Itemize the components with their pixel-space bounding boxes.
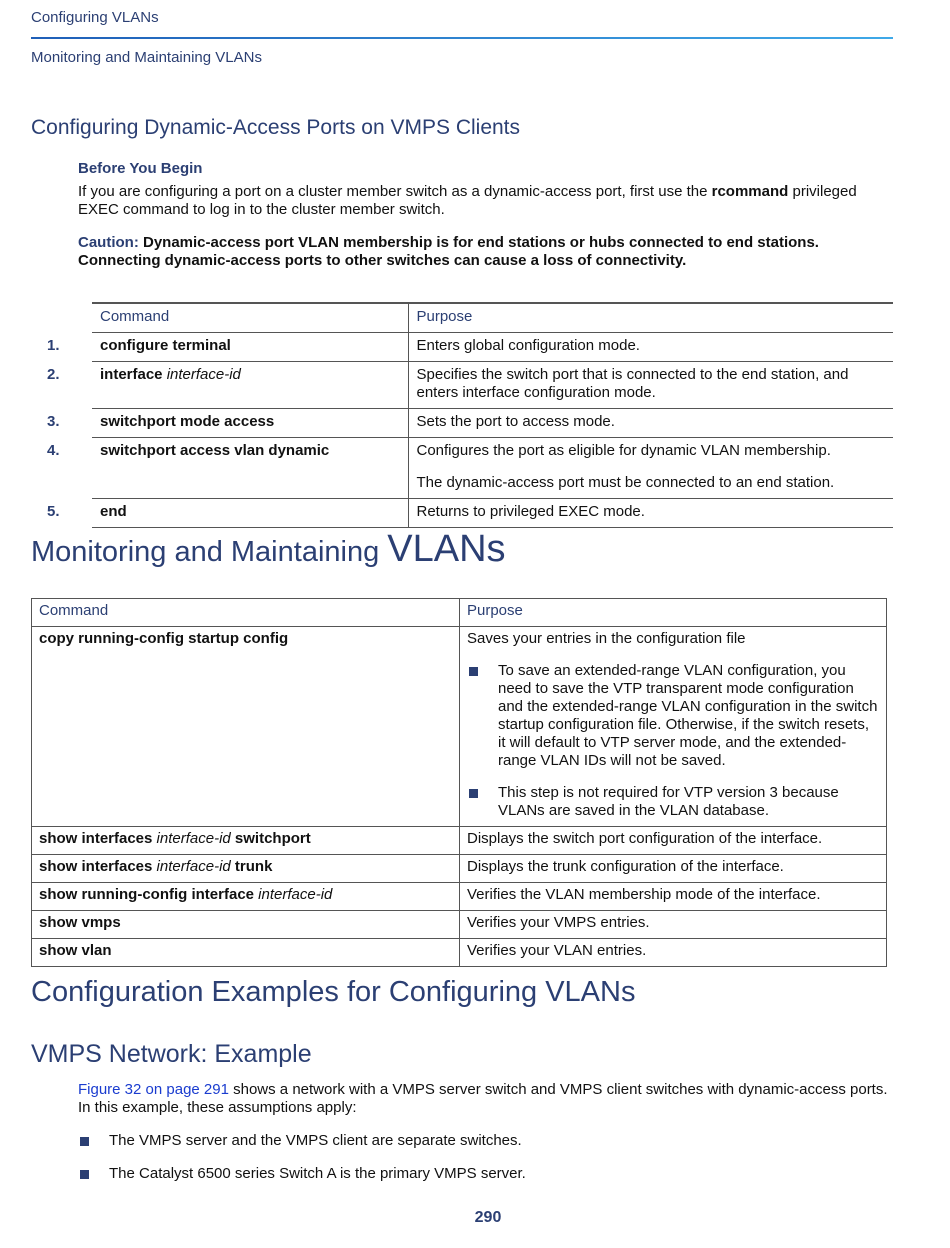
step-purpose: Returns to privileged EXEC mode. <box>408 499 893 528</box>
step-command: interface interface-id <box>92 362 408 409</box>
monitoring-commands-table <box>31 598 887 967</box>
table-row <box>32 827 887 855</box>
command-cell: show vmps <box>32 911 460 939</box>
section-title-monitoring: Monitoring and Maintaining VLANs <box>31 528 506 570</box>
command-cell: show vlan <box>32 939 460 967</box>
purpose-cell: Saves your entries in the configuration file To save an extended-range VLAN configuration, you need to save the VTP transparent mode configuration and the extended-range VLAN configuration in the switch startup configuration file. Otherwise, if the switch resets, it will default to VTP server mode, and the extended-range VLAN IDs will not be saved. This step is not required for VTP version 3 because VLANs are saved in the VLAN database. <box>460 627 887 827</box>
purpose-cell: Verifies your VMPS entries. <box>460 911 887 939</box>
table-row <box>47 409 893 438</box>
before-you-begin-text: If you are configuring a port on a cluster member switch as a dynamic-access port, first use the rcommand privileged EXEC command to log in to the cluster member switch. <box>78 183 857 218</box>
header-rule <box>31 37 893 39</box>
column-header-command: Command <box>32 599 460 627</box>
column-header-purpose: Purpose <box>408 303 893 333</box>
step-purpose-note: The dynamic-access port must be connected to an end station. <box>416 474 835 491</box>
section-header: Monitoring and Maintaining VLANs <box>31 49 262 66</box>
step-number: 2. <box>47 365 60 383</box>
caution-note: Caution: Dynamic-access port VLAN membership is for end stations or hubs connected to end stations. Connecting dynamic-access ports to other switches can cause a loss of connectivity. <box>78 234 819 269</box>
step-command: switchport mode access <box>92 409 408 438</box>
step-number: 3. <box>47 412 60 430</box>
section-title-dynamic-ports: Configuring Dynamic-Access Ports on VMPS Clients <box>31 116 521 139</box>
purpose-cell: Verifies your VLAN entries. <box>460 939 887 967</box>
step-command: configure terminal <box>92 333 408 362</box>
caution-label: Caution: <box>78 234 139 251</box>
section-title-examples: Configuration Examples for Configuring VLANs <box>31 976 636 1008</box>
table-row <box>32 855 887 883</box>
command-cell: copy running-config startup config <box>32 627 460 827</box>
purpose-cell: Verifies the VLAN membership mode of the interface. <box>460 883 887 911</box>
page-number: 290 <box>474 1209 502 1226</box>
step-purpose: Sets the port to access mode. <box>408 409 893 438</box>
square-bullet-icon <box>80 1170 89 1179</box>
square-bullet-icon <box>80 1137 89 1146</box>
figure-link[interactable]: Figure 32 on page 291 <box>78 1081 229 1098</box>
step-purpose: Specifies the switch port that is connected to the end station, and enters interface configuration mode. <box>408 362 893 409</box>
before-you-begin-heading: Before You Begin <box>78 160 203 177</box>
table-row <box>47 499 893 528</box>
example-intro: Figure 32 on page 291 shows a network with a VMPS server switch and VMPS client switches with dynamic-access ports. In this example, these assumptions apply: <box>78 1081 888 1116</box>
dynamic-ports-steps-table <box>47 302 893 528</box>
table-row <box>32 911 887 939</box>
step-command: switchport access vlan dynamic <box>92 438 408 499</box>
list-item: To save an extended-range VLAN configuration, you need to save the VTP transparent mode configuration and the extended-range VLAN configuration in the switch startup configuration file. Otherwise, if the switch resets, it will default to VTP server mode, and the extended-range VLAN IDs will not be saved. <box>467 662 879 770</box>
table-row <box>32 883 887 911</box>
command-cell: show running-config interface interface-id <box>32 883 460 911</box>
list-item: The VMPS server and the VMPS client are separate switches. <box>78 1132 893 1150</box>
step-number: 4. <box>47 441 60 459</box>
square-bullet-icon <box>469 667 478 676</box>
command-cell: show interfaces interface-id trunk <box>32 855 460 883</box>
purpose-cell: Displays the trunk configuration of the interface. <box>460 855 887 883</box>
subsection-title-vmps-example: VMPS Network: Example <box>31 1040 312 1068</box>
table-row <box>47 333 893 362</box>
step-number: 1. <box>47 336 60 354</box>
chapter-title: Configuring VLANs <box>31 9 159 26</box>
table-row <box>32 627 887 827</box>
step-purpose: Configures the port as eligible for dynamic VLAN membership. The dynamic-access port must be connected to an end station. <box>408 438 893 499</box>
list-item: This step is not required for VTP version 3 because VLANs are saved in the VLAN database. <box>467 784 879 820</box>
table-row <box>47 362 893 409</box>
column-header-purpose: Purpose <box>460 599 887 627</box>
table-row <box>47 438 893 499</box>
list-item: The Catalyst 6500 series Switch A is the primary VMPS server. <box>78 1165 893 1183</box>
column-header-command: Command <box>92 303 408 333</box>
purpose-cell: Displays the switch port configuration of the interface. <box>460 827 887 855</box>
table-row <box>32 939 887 967</box>
step-command: end <box>92 499 408 528</box>
square-bullet-icon <box>469 789 478 798</box>
command-cell: show interfaces interface-id switchport <box>32 827 460 855</box>
step-number: 5. <box>47 502 60 520</box>
step-purpose: Enters global configuration mode. <box>408 333 893 362</box>
